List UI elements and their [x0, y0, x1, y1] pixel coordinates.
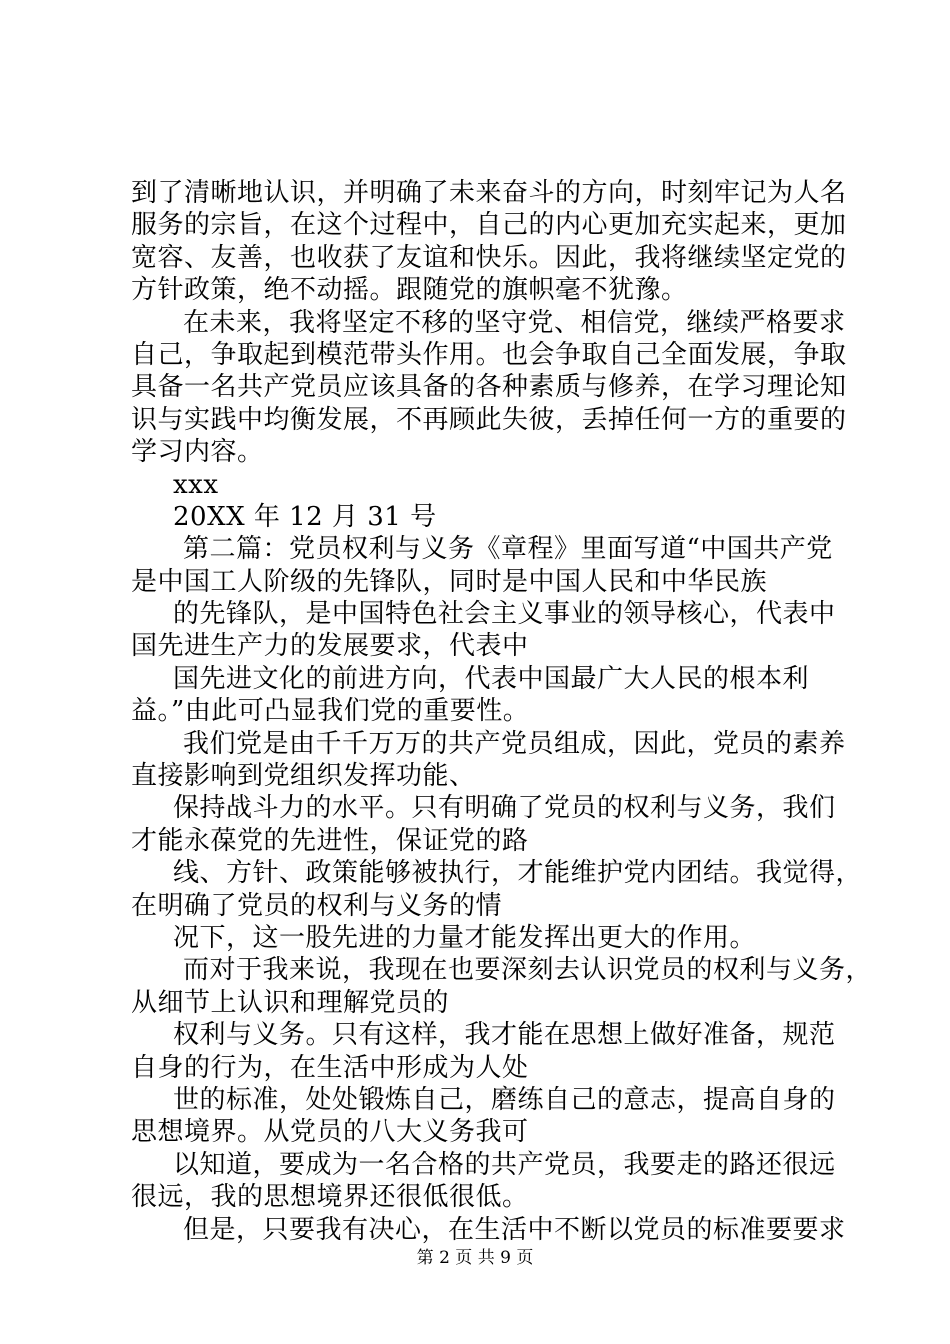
text-line: 世的标准，处处锻炼自己，磨练自己的意志，提高自身的 — [173, 1084, 836, 1115]
text-line: 学习内容。 — [131, 437, 264, 468]
text-line: 在明确了党员的权利与义务的情 — [131, 890, 503, 921]
page-number-footer: 第 2 页 共 9 页 — [416, 1248, 534, 1268]
text-line: 保持战斗力的水平。只有明确了党员的权利与义务，我们 — [173, 793, 836, 824]
text-line: 自身的行为，在生活中形成为人处 — [131, 1052, 529, 1083]
text-line: 是中国工人阶级的先锋队，同时是中国人民和中华民族 — [131, 566, 768, 597]
text-line: 识与实践中均衡发展，不再顾此失彼，丢掉任何一方的重要的 — [131, 404, 847, 435]
text-line: 国先进文化的前进方向，代表中国最广大人民的根本利 — [173, 663, 810, 694]
signature-name: xxx — [173, 469, 219, 500]
text-line: 方针政策，绝不动摇。跟随党的旗帜毫不犹豫。 — [131, 275, 688, 306]
text-line: 的先锋队，是中国特色社会主义事业的领导核心，代表中 — [173, 599, 836, 630]
text-line: 很远，我的思想境界还很低很低。 — [131, 1182, 529, 1213]
text-line: 才能永葆党的先进性，保证党的路 — [131, 825, 529, 856]
document-body — [131, 177, 873, 1246]
text-line: 自己，争取起到模范带头作用。也会争取自己全面发展，争取 — [131, 339, 847, 370]
text-line: 从细节上认识和理解党员的 — [131, 987, 450, 1018]
text-line: 况下，这一股先进的力量才能发挥出更大的作用。 — [173, 922, 757, 953]
text-line: 而对于我来说，我现在也要深刻去认识党员的权利与义务， — [183, 955, 873, 986]
text-line: 宽容、友善，也收获了友谊和快乐。因此，我将继续坚定党的 — [131, 242, 847, 273]
text-line: 第二篇：党员权利与义务《章程》里面写道“中国共产党 — [183, 534, 833, 565]
text-line: 以知道，要成为一名合格的共产党员，我要走的路还很远 — [173, 1149, 836, 1180]
text-line: 我们党是由千千万万的共产党员组成，因此，党员的素养 — [183, 728, 846, 759]
text-line: 权利与义务。只有这样，我才能在思想上做好准备，规范 — [173, 1020, 836, 1051]
text-line: 益。”由此可凸显我们党的重要性。 — [131, 696, 530, 727]
text-line: 具备一名共产党员应该具备的各种素质与修养，在学习理论知 — [131, 372, 847, 403]
text-line: 思想境界。从党员的八大义务我可 — [131, 1117, 529, 1148]
text-line: 但是，只要我有决心，在生活中不断以党员的标准要要求 — [183, 1214, 846, 1245]
text-line: 国先进生产力的发展要求，代表中 — [131, 631, 529, 662]
signature-date: 20XX 年 12 月 31 号 — [173, 501, 437, 532]
text-line: 在未来，我将坚定不移的坚守党、相信党，继续严格要求 — [183, 307, 846, 338]
text-line: 服务的宗旨，在这个过程中，自己的内心更加充实起来，更加 — [131, 210, 847, 241]
text-line: 到了清晰地认识，并明确了未来奋斗的方向，时刻牢记为人名 — [131, 178, 847, 208]
text-line: 线、方针、政策能够被执行，才能维护党内团结。我觉得， — [173, 858, 863, 889]
text-line: 直接影响到党组织发挥功能、 — [131, 761, 476, 792]
